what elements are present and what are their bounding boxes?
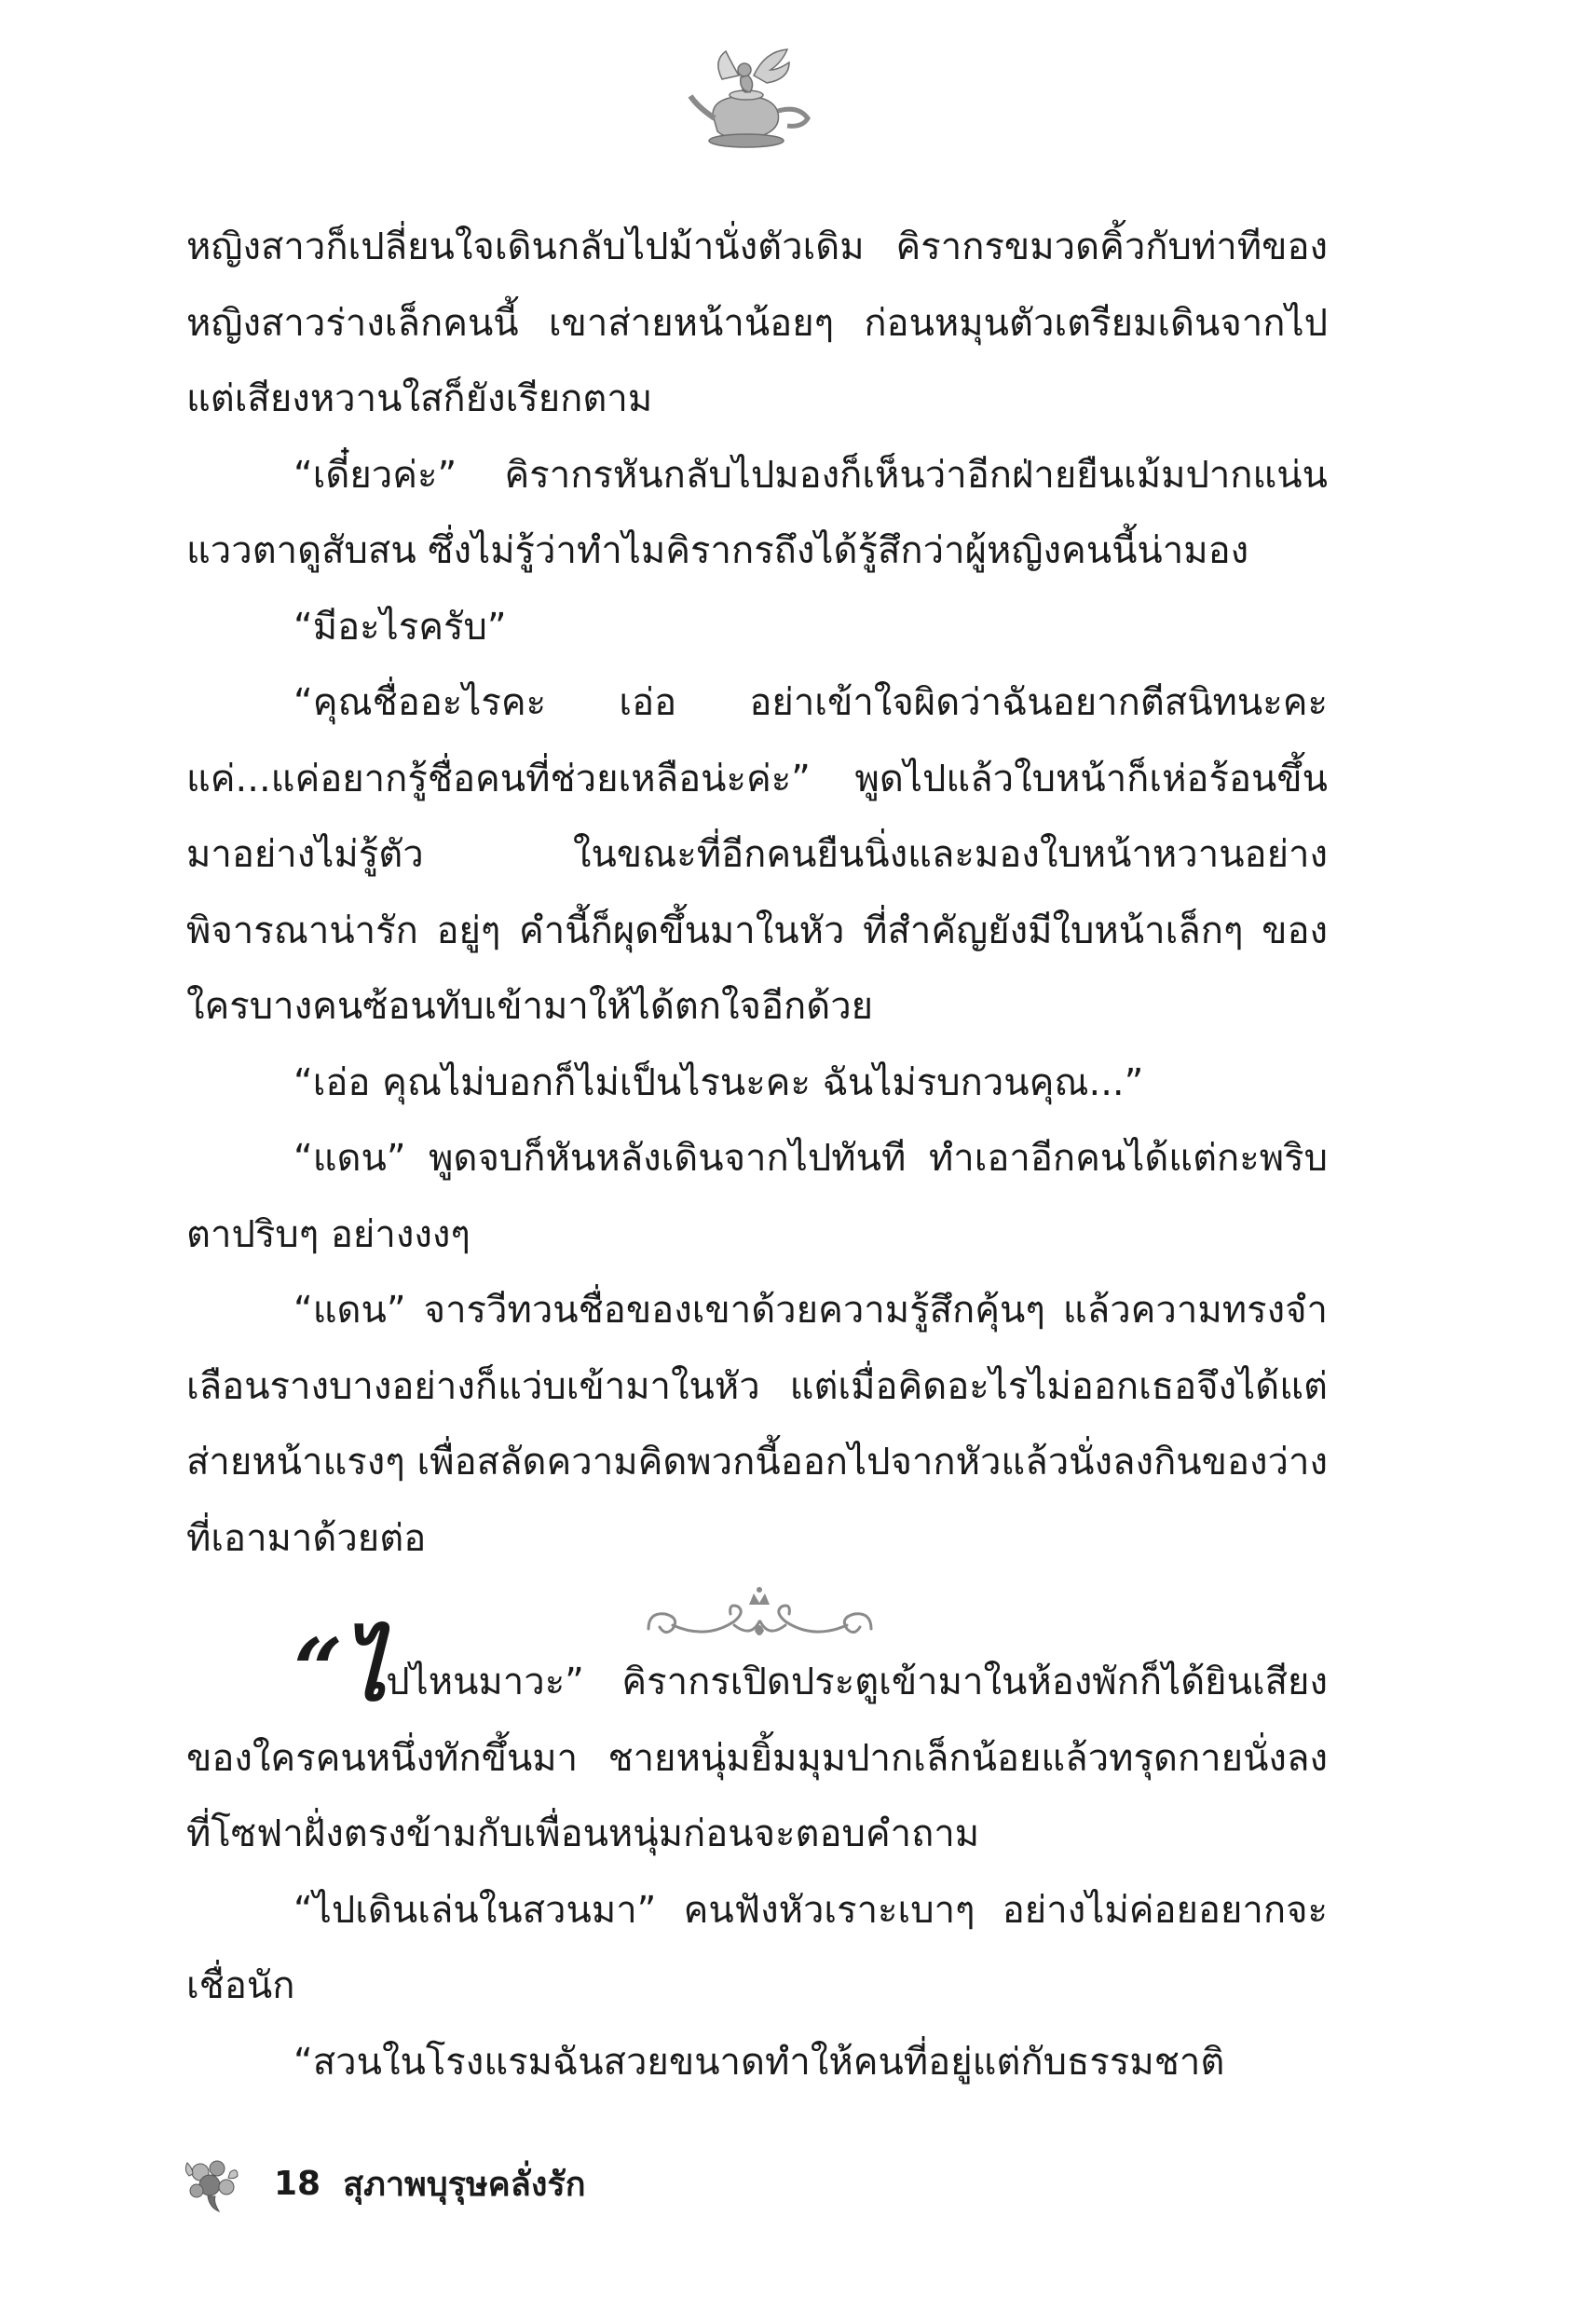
paragraph: “เดี๋ยวค่ะ” คิรากรหันกลับไปมองก็เห็นว่าอีกฝ่ายยืนเม้มปากแน่นแววตาดูสับสน ซึ่งไม่รู้ว่าทำไมคิรากรถึงได้รู้สึกว่าผู้หญิงคนนี้น่ามอง xyxy=(186,453,1328,572)
dropcap-paragraph xyxy=(186,1620,1328,1873)
book-title: สุภาพบุรุษคลั่งรัก xyxy=(343,2165,586,2204)
paragraph: หญิงสาวก็เปลี่ยนใจเดินกลับไปม้านั่งตัวเดิม คิรากรขมวดคิ้วกับท่าทีของหญิงสาวร่างเล็กคนนี้ เขาส่ายหน้าน้อยๆ ก่อนหมุนตัวเตรียมเดินจากไป แต่เสียงหวานใสก็ยังเรียกตาม xyxy=(186,226,1328,420)
paragraph: “คุณชื่ออะไรคะ เอ่อ อย่าเข้าใจผิดว่าฉันอยากตีสนิทนะคะ แค่...แค่อยากรู้ชื่อคนที่ช่วยเหลือน่ะค่ะ” พูดไปแล้วใบหน้าก็เห่อร้อนขึ้นมาอย่างไม่รู้ตัว ในขณะที่อีกคนยืนนิ่งและมองใบหน้าหวานอย่างพิจารณาน่ารัก อยู่ๆ คำนี้ก็ผุดขึ้นมาในหัว ที่สำคัญยังมีใบหน้าเล็กๆ ของใครบางคนซ้อนทับเข้ามาให้ได้ตกใจอีกด้วย xyxy=(186,681,1328,1028)
paragraph: “สวนในโรงแรมฉันสวยขนาดทำให้คนที่อยู่แต่กับธรรมชาติ xyxy=(293,2040,1225,2084)
page-number: 18 xyxy=(274,2164,321,2203)
dropcap-rest: ปไหนมาวะ” คิรากรเปิดประตูเข้ามาในห้องพักก็ได้ยินเสียงของใครคนหนึ่งทักขึ้นมา ชายหนุ่มยิ้มมุมปากเล็กน้อยแล้วทรุดกายนั่งลงที่โซฟาฝั่งตรงข้ามกับเพื่อนหนุ่มก่อนจะตอบคำถาม xyxy=(186,1661,1328,1855)
paragraph: “เอ่อ คุณไม่บอกก็ไม่เป็นไรนะคะ ฉันไม่รบกวนคุณ...” xyxy=(293,1060,1144,1104)
dropcap-letter: “ไ xyxy=(293,1620,387,1720)
flourish-divider-icon xyxy=(641,1584,879,1649)
teapot-fairy-ornament-icon xyxy=(685,42,825,158)
paragraph: “ไปเดินเล่นในสวนมา” คนฟังหัวเราะเบาๆ อย่างไม่ค่อยอยากจะเชื่อนัก xyxy=(186,1888,1328,2007)
paragraph: “แดน” พูดจบก็หันหลังเดินจากไปทันที ทำเอาอีกคนได้แต่กะพริบตาปริบๆ อย่างงงๆ xyxy=(186,1137,1328,1256)
paragraph: “แดน” จารวีทวนชื่อของเขาด้วยความรู้สึกคุ้นๆ แล้วความทรงจำเลือนรางบางอย่างก็แว่บเข้ามาในหัว แต่เมื่อคิดอะไรไม่ออกเธอจึงได้แต่ส่ายหน้าแรงๆ เพื่อสลัดความคิดพวกนี้ออกไปจากหัวแล้วนั่งลงกินของว่างที่เอามาด้วยต่อ xyxy=(186,1289,1328,1560)
flower-bouquet-icon xyxy=(182,2154,242,2214)
body-text-top xyxy=(186,210,1328,1577)
paragraph: “มีอะไรครับ” xyxy=(293,605,507,649)
page-footer xyxy=(182,2151,586,2216)
body-text-bottom xyxy=(186,1620,1328,2100)
